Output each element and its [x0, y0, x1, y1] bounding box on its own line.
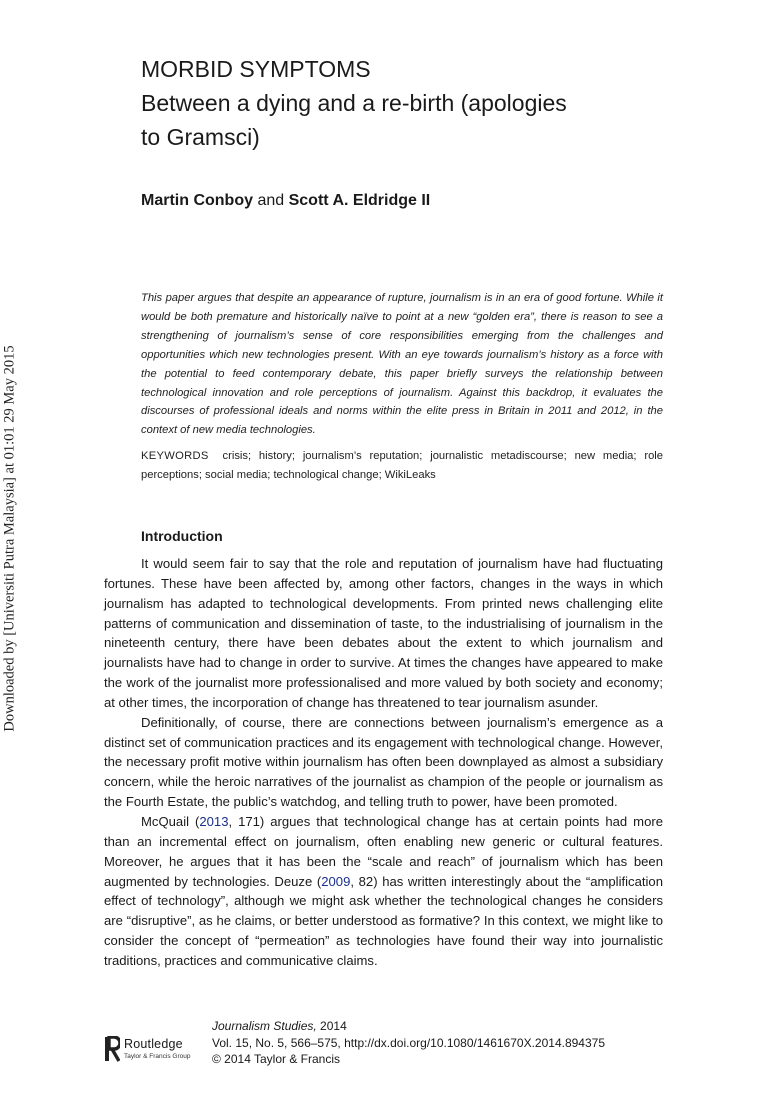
download-note: Downloaded by [Universiti Putra Malaysia] at 01:01 29 May 2015 [1, 345, 18, 732]
citation-link-mcquail[interactable]: 2013 [199, 813, 229, 829]
volume-doi[interactable]: Vol. 15, No. 5, 566–575, http://dx.doi.org/10.1080/1461670X.2014.894375 [212, 1035, 605, 1050]
abstract: This paper argues that despite an appearance of rupture, journalism is in an era of good fortune. While it would be both premature and historically naïve to point at a new “golden era”, there is reason to see a strengthening of journalism’s sense of core responsibilities emerging from the challenges and opportunities which new technologies present. With an eye towards journalism’s history as a force with the potential to feed contemporary debate, this paper briefly surveys the relationship between technological innovation and role perceptions of journalism. Against this backdrop, it evaluates the discourses of professional ideals and norms within the elite press in Britain in 2011 and 2012, in the context of new media technologies. [141, 292, 663, 437]
journal-name: Journalism Studies, [212, 1019, 317, 1033]
journal-year: 2014 [316, 1019, 347, 1033]
citation-link-deuze[interactable]: 2009 [321, 873, 351, 889]
title-line-2: Between a dying and a re-birth (apologies [141, 90, 567, 116]
download-sidebar [0, 0, 24, 1093]
publisher-name: Routledge [124, 1037, 183, 1051]
publisher-logo [104, 1036, 214, 1064]
author-list [141, 192, 430, 210]
journal-info [212, 1018, 605, 1068]
section-heading: Introduction [141, 528, 223, 544]
routledge-logo-icon [104, 1036, 120, 1062]
author-conjunction: and [257, 192, 285, 209]
paragraph-2: Definitionally, of course, there are connections between journalism’s emergence as a distinct set of communication practices and its engagement with technological change. However, the necessary profit motive within journalism has often been downplayed as almost a subsidiary concern, while the heroic narratives of the journalist as champion of the people or journalism as the Fourth Estate, the public’s watchdog, and telling truth to power, have been promoted. [104, 714, 663, 810]
paragraph-3-part-c: , 82) has written interestingly about the “amplification effect of technology”, although we might ask whether the technological changes he considers are “disruptive”, as he claims, or better understood as formative? In this context, we might like to consider the concept of “permeation” as technologies have found their way into journalistic traditions, practices and communicative claims. [104, 873, 663, 968]
paragraph-3 [104, 812, 663, 971]
author-1[interactable]: Martin Conboy [141, 192, 253, 209]
paragraph-3-part-b: , 171) argues that technological change has at certain points had more than an incremental effect on journalism, often enabling new generic or cultural features. Moreover, he argues that it has been the “scale and reach” of journalism which has been augmented by technologies. Deuze ( [104, 813, 663, 889]
publisher-subtitle: Taylor & Francis Group [124, 1053, 191, 1060]
keywords-label: KEYWORDS [141, 450, 209, 462]
paragraph-1: It would seem fair to say that the role and reputation of journalism have had fluctuating fortunes. These have been affected by, among other factors, changes in the ways in which journalism has adapted to technological developments. From printed news challenging elite patterns of communication and dissemination of taste, to the industrialising of journalism in the nineteenth century, there have been debates about the extent to which journalism and journalists have had to change in order to survive. At times the changes have appeared to make the work of the journalist more professionalised and more valued by both society and economy; at other times, the incorporation of change has threatened to tear journalism asunder. [104, 556, 663, 710]
copyright: © 2014 Taylor & Francis [212, 1052, 341, 1066]
keywords [141, 447, 663, 485]
keywords-text: crisis; history; journalism’s reputation; journalistic metadiscourse; new media; role perceptions; social media; technological change; WikiLeaks [141, 450, 663, 481]
title-line-1: MORBID SYMPTOMS [141, 56, 371, 82]
paragraph-3-part-a: McQuail ( [141, 813, 200, 829]
title-line-3: to Gramsci) [141, 124, 260, 150]
article-title [141, 52, 641, 154]
author-2[interactable]: Scott A. Eldridge II [288, 192, 431, 209]
body-text [104, 554, 663, 971]
